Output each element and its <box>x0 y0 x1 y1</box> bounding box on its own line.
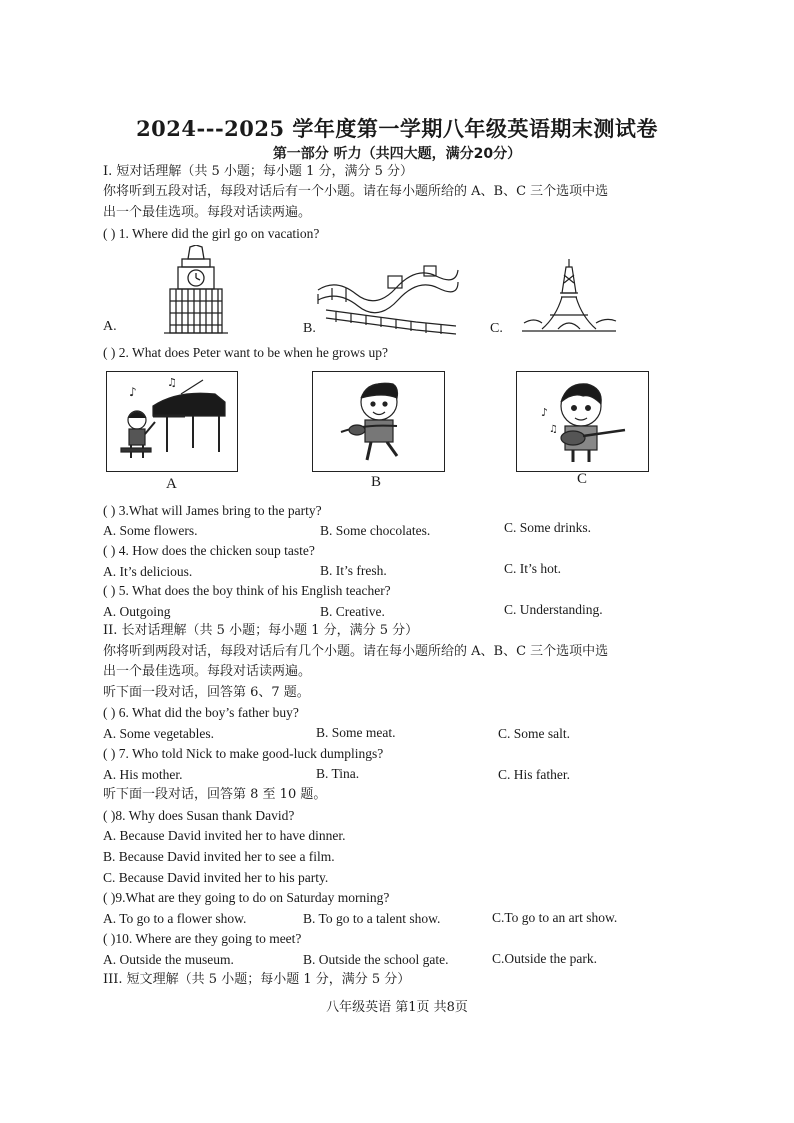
q4-stem: ( ) 4. How does the chicken soup taste? <box>103 543 315 558</box>
guitar-player-image <box>516 371 649 472</box>
q2-option-a-label: A <box>166 476 177 492</box>
q5-option-a: A. Outgoing <box>103 604 171 619</box>
q2-option-c-label: C <box>577 471 588 487</box>
section2-instruction-line2: 出一个最佳选项。每段对话读两遍。 <box>103 664 312 679</box>
q4-option-c: C. It’s hot. <box>504 561 562 576</box>
great-wall-image <box>316 260 460 336</box>
q8-option-c: C. Because David invited her to his party. <box>103 870 329 885</box>
section1-instruction-line2: 出一个最佳选项。每段对话读两遍。 <box>103 205 312 220</box>
piano-player-image <box>106 371 238 472</box>
svg-text:♪: ♪ <box>541 406 549 419</box>
q3-option-b: B. Some chocolates. <box>320 523 431 538</box>
q8-option-a: A. Because David invited her to have dinner. <box>103 828 346 843</box>
q4-option-b: B. It’s fresh. <box>320 563 387 578</box>
q8-option-b: B. Because David invited her to see a film. <box>103 849 335 864</box>
group1-instruction: 听下面一段对话，回答第 6、7 题。 <box>103 685 310 700</box>
q6-option-c: C. Some salt. <box>498 726 571 741</box>
q2-stem: ( ) 2. What does Peter want to be when he grows up? <box>103 345 389 360</box>
q7-option-c: C. His father. <box>498 767 570 782</box>
section1-heading: I. 短对话理解（共 5 小题；每小题 1 分，满分 5 分） <box>103 164 414 179</box>
q3-option-a: A. Some flowers. <box>103 523 198 538</box>
q10-option-c: C.Outside the park. <box>492 951 597 966</box>
section1-instruction-line1: 你将听到五段对话，每段对话后有一个小题。请在每小题所给的 A、B、C 三个选项中选 <box>103 184 609 199</box>
q2-option-b-label: B <box>371 474 382 490</box>
q10-option-b: B. Outside the school gate. <box>303 952 449 967</box>
section3-heading: III. 短文理解（共 5 小题；每小题 1 分，满分 5 分） <box>103 972 411 987</box>
exam-title: 2024---2025 学年度第一学期八年级英语期末测试卷 <box>136 116 658 141</box>
q5-option-b: B. Creative. <box>320 604 385 619</box>
svg-text:♫: ♫ <box>549 424 558 435</box>
violin-player-image <box>312 371 445 472</box>
big-ben-image <box>160 245 232 335</box>
page-footer: 八年级英语 第1页 共8页 <box>326 1000 468 1015</box>
part-subtitle: 第一部分 听力（共四大题，满分20分） <box>272 146 522 162</box>
q1-option-a-label: A. <box>103 319 117 334</box>
q6-stem: ( ) 6. What did the boy’s father buy? <box>103 705 299 720</box>
q4-option-a: A. It’s delicious. <box>103 564 193 579</box>
q5-option-c: C. Understanding. <box>504 602 603 617</box>
q6-option-a: A. Some vegetables. <box>103 726 214 741</box>
section2-heading: II. 长对话理解（共 5 小题；每小题 1 分，满分 5 分） <box>103 623 419 638</box>
q9-stem: ( )9.What are they going to do on Saturday morning? <box>103 890 390 905</box>
q9-option-b: B. To go to a talent show. <box>303 911 441 926</box>
q3-option-c: C. Some drinks. <box>504 520 592 535</box>
q9-option-a: A. To go to a flower show. <box>103 911 247 926</box>
q8-stem: ( )8. Why does Susan thank David? <box>103 808 295 823</box>
q10-stem: ( )10. Where are they going to meet? <box>103 931 302 946</box>
q10-option-a: A. Outside the museum. <box>103 952 234 967</box>
q5-stem: ( ) 5. What does the boy think of his English teacher? <box>103 583 391 598</box>
q6-option-b: B. Some meat. <box>316 725 396 740</box>
q7-option-a: A. His mother. <box>103 767 183 782</box>
section2-instruction-line1: 你将听到两段对话，每段对话后有几个小题。请在每小题所给的 A、B、C 三个选项中选 <box>103 644 609 659</box>
q1-option-c-label: C. <box>490 321 503 336</box>
q3-stem: ( ) 3.What will James bring to the party? <box>103 503 322 518</box>
svg-text:♪: ♪ <box>129 385 137 399</box>
q1-stem: ( ) 1. Where did the girl go on vacation? <box>103 226 320 241</box>
q7-stem: ( ) 7. Who told Nick to make good-luck dumplings? <box>103 746 384 761</box>
q9-option-c: C.To go to an art show. <box>492 910 618 925</box>
q1-option-b-label: B. <box>303 321 316 336</box>
eiffel-tower-image <box>520 257 618 337</box>
q7-option-b: B. Tina. <box>316 766 360 781</box>
svg-text:♫: ♫ <box>167 376 177 389</box>
group2-instruction: 听下面一段对话，回答第 8 至 10 题。 <box>103 787 327 802</box>
